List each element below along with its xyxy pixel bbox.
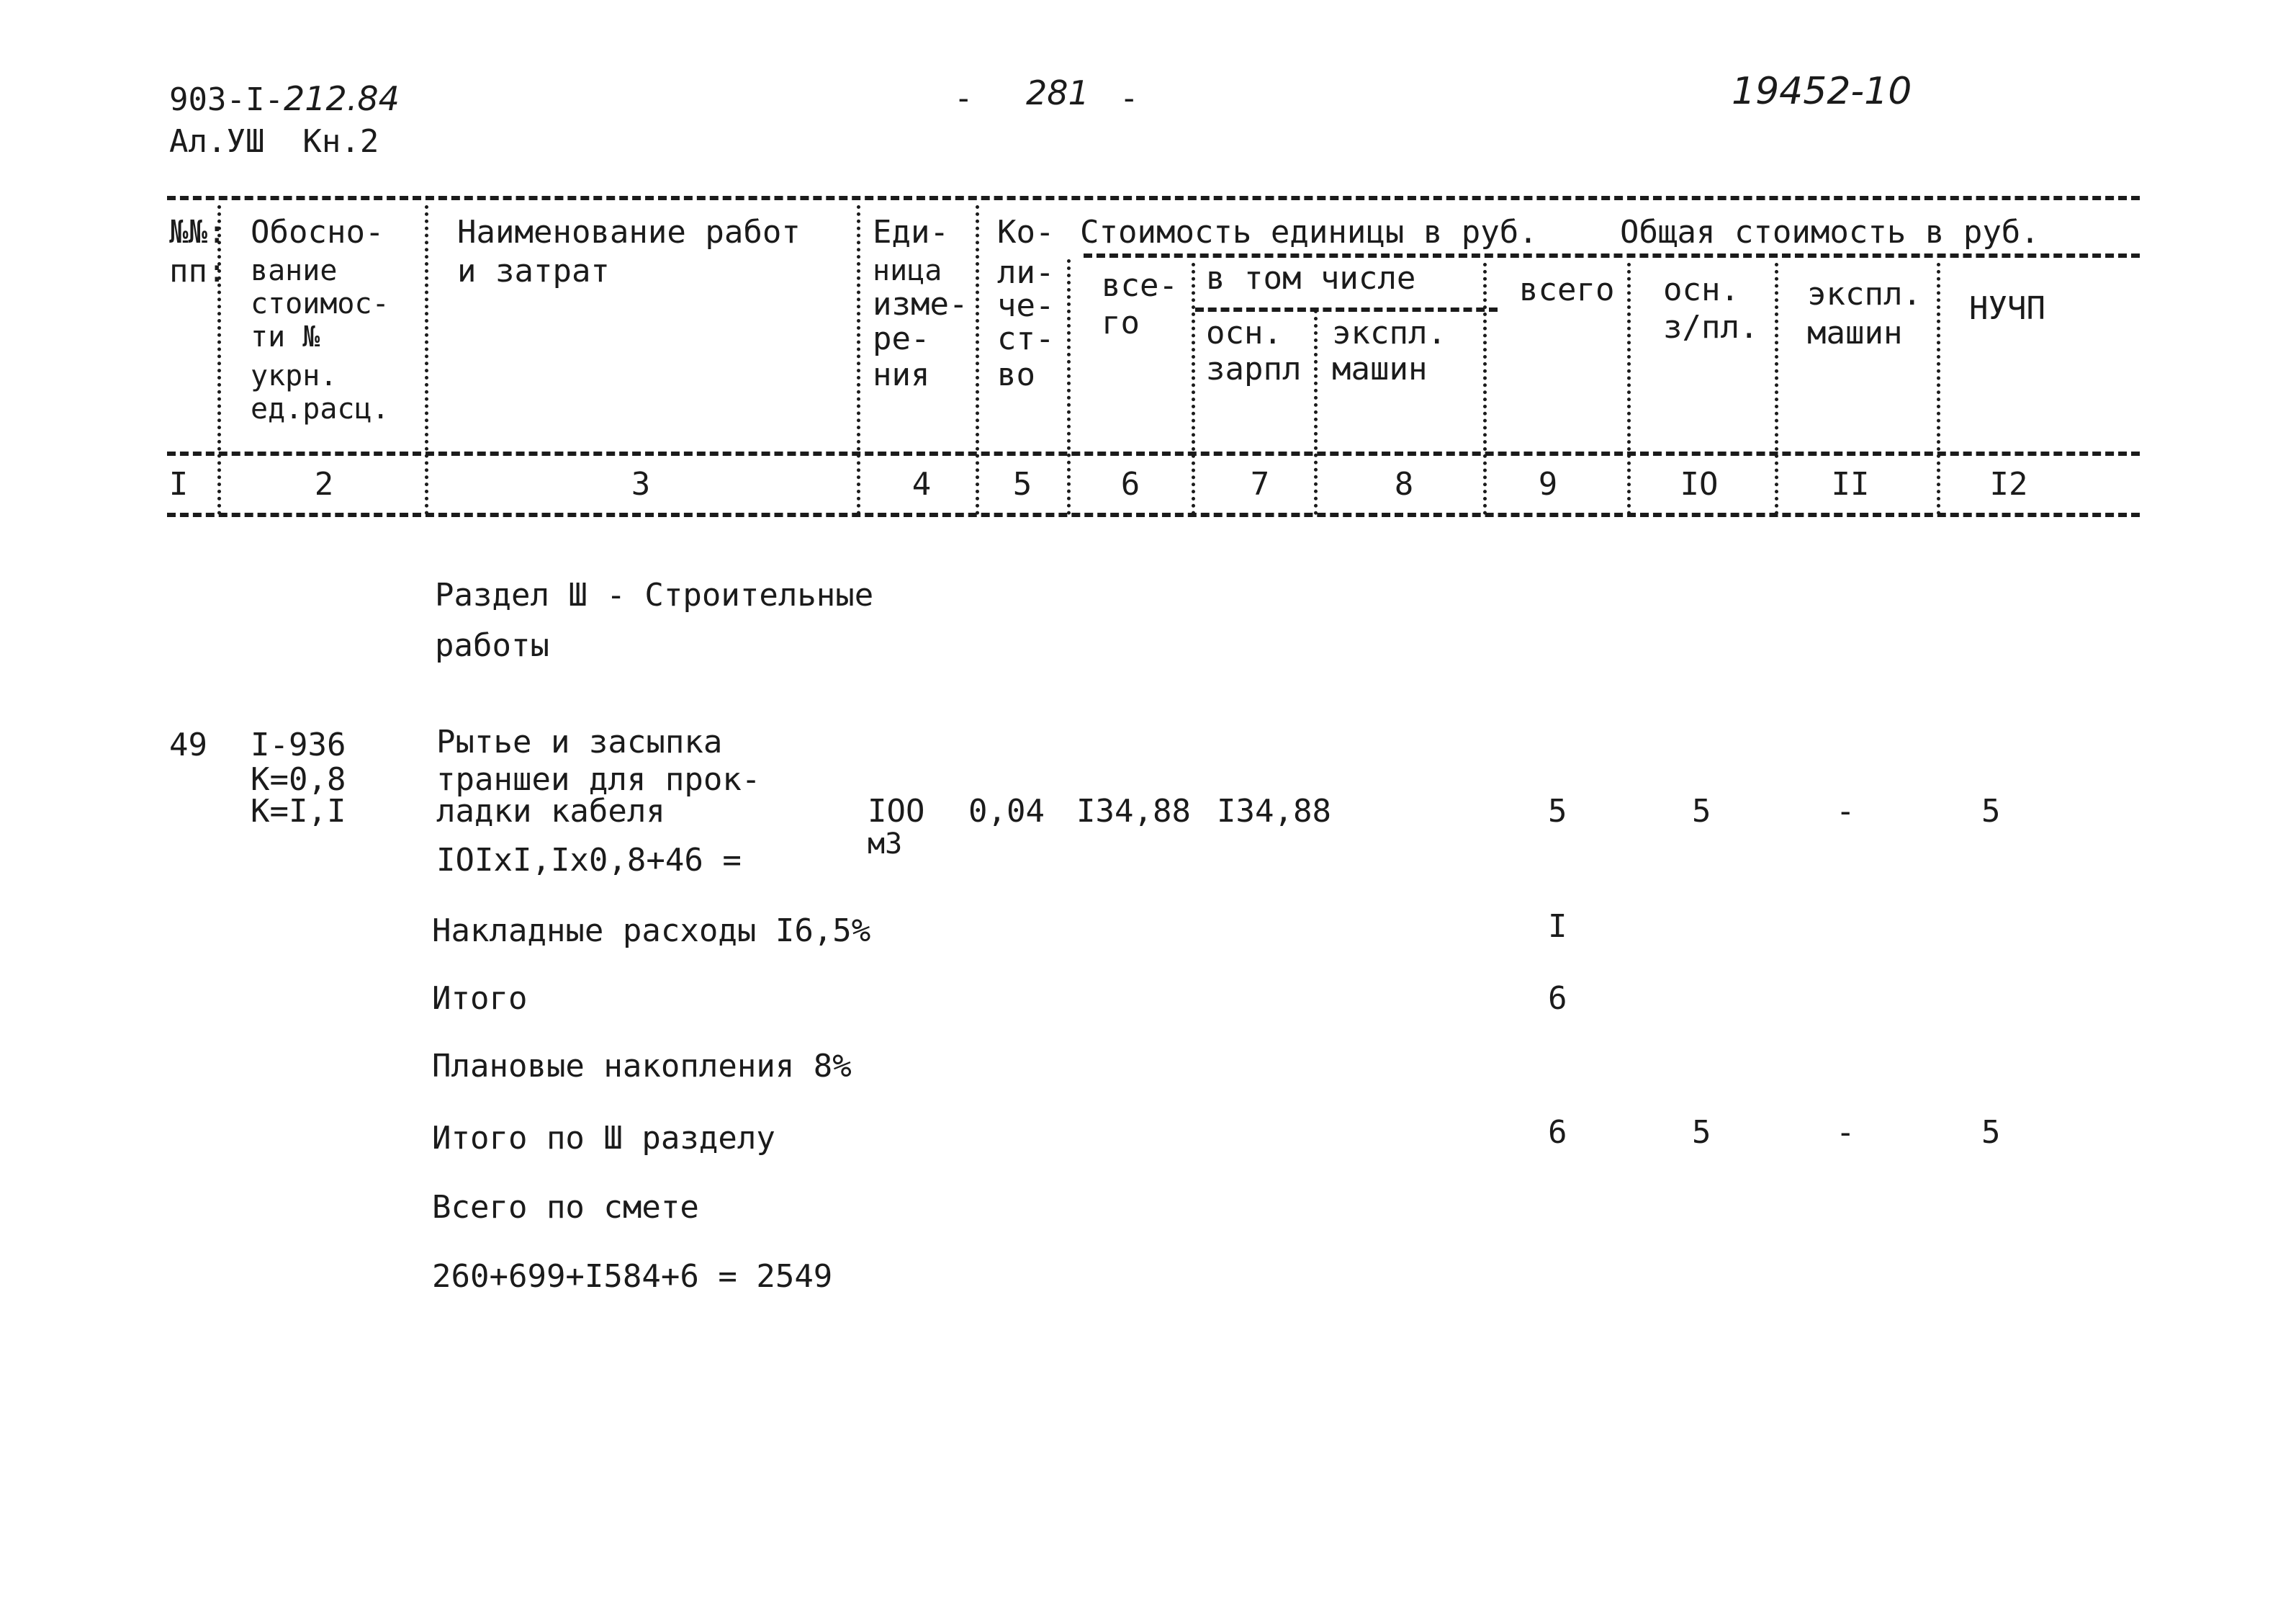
col2-line2: вание <box>251 254 338 287</box>
row49-nuchp: 5 <box>1981 793 2001 830</box>
col3-line1: Наименование работ <box>457 214 801 251</box>
col3-line2: и затрат <box>457 253 610 289</box>
doc-code-prefix: 903-I- <box>169 81 284 118</box>
col4-line1: Еди- <box>873 214 949 251</box>
col2-line5: укрн. <box>251 359 338 392</box>
subtotal-label: Итого <box>432 980 528 1017</box>
incl-rule <box>1195 308 1498 312</box>
grand-formula: 260+699+I584+6 = 2549 <box>432 1258 833 1295</box>
col5-line3: че- <box>997 287 1055 324</box>
row49-no: 49 <box>169 727 207 763</box>
colnum-7: 7 <box>1250 466 1270 503</box>
col4-line5: ния <box>873 356 930 393</box>
colnum-10: IO <box>1680 466 1719 503</box>
col5-line4: ст- <box>997 320 1055 357</box>
section-nuchp: 5 <box>1981 1114 2001 1151</box>
overhead-total: I <box>1548 908 1567 945</box>
grand-label: Всего по смете <box>432 1189 699 1226</box>
col5-line1: Ко- <box>997 214 1055 251</box>
album-label: Ал.УШ Кн.2 <box>169 123 379 160</box>
doc-code <box>169 81 400 118</box>
col5-line2: ли- <box>997 254 1055 291</box>
col8-line1: экспл. <box>1332 315 1446 351</box>
col5-line5: во <box>997 356 1035 393</box>
col-sep-6 <box>1192 263 1195 515</box>
page-number: 281 <box>1026 73 1089 112</box>
col-sep-11 <box>1937 263 1940 515</box>
colnum-1: I <box>168 466 189 503</box>
col-sep-2 <box>425 205 428 515</box>
numbers-bottom-rule <box>167 513 2140 517</box>
row49-total-mach: - <box>1836 793 1855 830</box>
subtotal-total: 6 <box>1548 980 1567 1017</box>
row49-name-2: траншеи для прок- <box>436 761 761 798</box>
col-sep-1 <box>217 205 221 515</box>
col-sep-3 <box>857 205 860 515</box>
row49-total-salary: 5 <box>1692 793 1711 830</box>
total-cost-group-label: Общая стоимость в руб. <box>1620 214 2040 251</box>
col2-line6: ед.расц. <box>251 392 390 426</box>
col-sep-4 <box>976 205 979 515</box>
section-total: 6 <box>1548 1114 1567 1151</box>
row49-basis-1: I-936 <box>251 727 346 763</box>
group-rule <box>1084 253 2140 258</box>
col1-line2: пп: <box>169 253 227 289</box>
row49-qty: 0,04 <box>968 793 1045 830</box>
overhead-label: Накладные расходы I6,5% <box>432 912 871 949</box>
colnum-6: 6 <box>1120 466 1140 503</box>
col7-line2: зарпл <box>1206 351 1302 387</box>
col11-line1: экспл. <box>1807 276 1922 313</box>
doc-code-handwritten: 212.84 <box>283 79 400 118</box>
col2-line3: стоимос- <box>251 287 390 320</box>
colnum-4: 4 <box>911 466 932 503</box>
row49-basis-3: К=I,I <box>251 793 346 830</box>
colnum-2: 2 <box>314 466 334 503</box>
col11-line2: машин <box>1807 315 1903 351</box>
row49-unit-salary: I34,88 <box>1217 793 1331 830</box>
col10-line1: осн. <box>1663 271 1739 308</box>
section-title-line2: работы <box>435 627 549 664</box>
col6-line1: все- <box>1102 267 1178 304</box>
col2-line1: Обосно- <box>251 214 384 251</box>
col12-label: НУЧП <box>1969 290 2045 327</box>
row49-unit: IOO <box>868 793 925 830</box>
colnum-11: II <box>1831 466 1870 503</box>
row49-unit-sub: м3 <box>868 827 903 861</box>
colnum-12: I2 <box>1989 466 2028 503</box>
header-bottom-rule <box>167 452 2140 456</box>
section-title-line1: Раздел Ш - Строительные <box>435 577 874 614</box>
col4-line3: изме- <box>873 286 968 323</box>
unit-cost-group-label: Стоимость единицы в руб. <box>1080 214 1538 251</box>
col-sep-10 <box>1775 263 1778 515</box>
table-top-rule <box>167 196 2140 200</box>
section-mach: - <box>1836 1114 1855 1151</box>
row49-total: 5 <box>1548 793 1567 830</box>
col6-line2: го <box>1102 305 1140 341</box>
colnum-9: 9 <box>1538 466 1558 503</box>
col8-line2: машин <box>1332 351 1428 387</box>
colnum-3: 3 <box>631 466 651 503</box>
col7-line1: осн. <box>1206 315 1282 351</box>
section-total-label: Итого по Ш разделу <box>432 1120 775 1157</box>
colnum-5: 5 <box>1012 466 1032 503</box>
col-sep-5 <box>1067 259 1071 515</box>
col-sep-8 <box>1483 263 1487 515</box>
col9-label: всего <box>1519 271 1615 308</box>
col4-line2: ница <box>873 254 942 287</box>
col10-line2: з/пл. <box>1663 309 1759 346</box>
row49-name-3: ладки кабеля <box>436 793 665 830</box>
col-sep-7 <box>1314 310 1318 515</box>
savings-label: Плановые накопления 8% <box>432 1048 852 1085</box>
section-salary: 5 <box>1692 1114 1711 1151</box>
row49-unit-total: I34,88 <box>1076 793 1191 830</box>
row49-name-1: Рытье и засыпка <box>436 724 723 760</box>
row49-name-4: IOIxI,Ix0,8+46 = <box>436 842 742 879</box>
col1-line1: №№: <box>169 214 227 251</box>
page-dash-right: - <box>1120 80 1139 117</box>
incl-label: в том числе <box>1206 260 1416 297</box>
row49-basis-2: К=0,8 <box>251 761 346 798</box>
colnum-8: 8 <box>1394 466 1414 503</box>
col2-line4: ти № <box>251 320 320 354</box>
col-sep-9 <box>1627 263 1631 515</box>
page-dash-left: - <box>954 80 973 117</box>
doc-number: 19452-10 <box>1732 70 1912 113</box>
col4-line4: ре- <box>873 320 930 357</box>
